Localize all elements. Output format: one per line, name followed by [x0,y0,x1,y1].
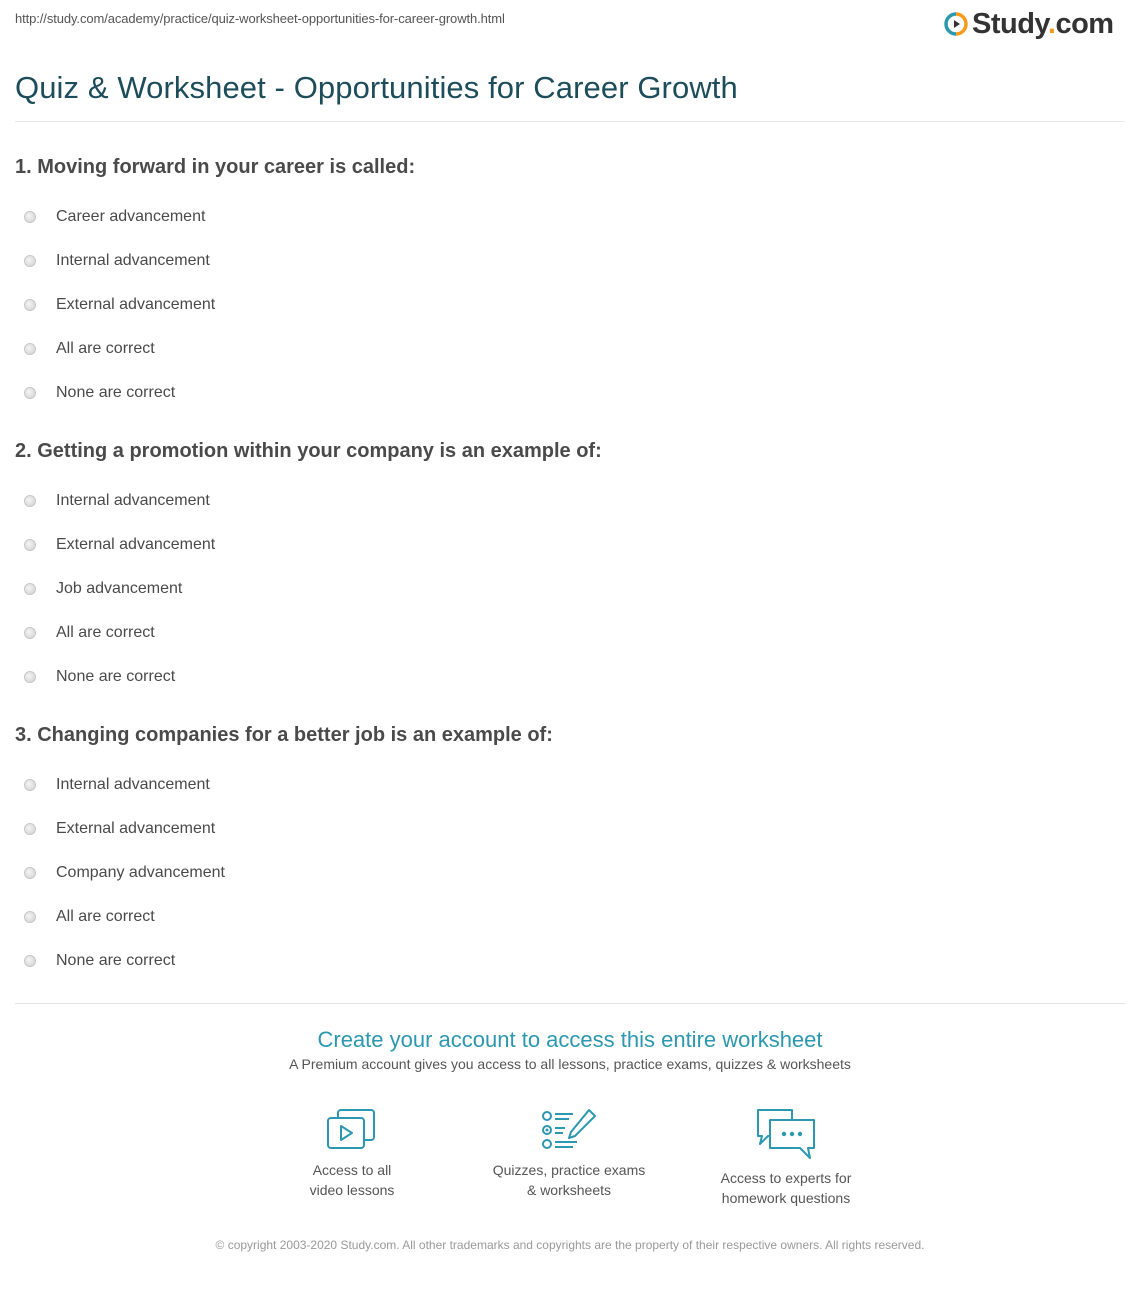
feature-video-lessons [252,1108,452,1200]
option-label: Internal advancement [56,252,210,269]
question-2 [15,436,602,699]
answer-options [15,763,553,983]
radio-icon[interactable] [24,911,36,923]
option-label: None are correct [56,952,176,969]
option-label: Job advancement [56,580,183,597]
question-1 [15,152,415,415]
answer-option[interactable] [15,763,553,807]
radio-icon[interactable] [24,583,36,595]
option-label: Internal advancement [56,776,210,793]
radio-icon[interactable] [24,779,36,791]
radio-icon[interactable] [24,955,36,967]
section-divider [15,1003,1125,1004]
cta-title-link[interactable]: Create your account to access this entire worksheet [317,1027,823,1052]
signup-cta [0,1026,1140,1072]
answer-option[interactable] [15,611,602,655]
option-label: All are correct [56,908,155,925]
feature-label: Access to all video lessons [309,1162,395,1198]
radio-icon[interactable] [24,343,36,355]
question-text: 3. Changing companies for a better job is an example of: [15,724,553,746]
option-label: External advancement [56,536,216,553]
page-title: Quiz & Worksheet - Opportunities for Career Growth [15,70,738,105]
answer-option[interactable] [15,283,415,327]
answer-option[interactable] [15,567,602,611]
radio-icon[interactable] [24,211,36,223]
radio-icon[interactable] [24,867,36,879]
option-label: Company advancement [56,864,225,881]
play-circle-logo-icon [944,12,968,36]
option-label: None are correct [56,668,176,685]
radio-icon[interactable] [24,539,36,551]
answer-option[interactable] [15,371,415,415]
study-logo[interactable] [944,9,1114,39]
option-label: Internal advancement [56,492,210,509]
answer-option[interactable] [15,807,553,851]
answer-options [15,195,415,415]
answer-option[interactable] [15,895,553,939]
answer-option[interactable] [15,523,602,567]
radio-icon[interactable] [24,387,36,399]
answer-option[interactable] [15,851,553,895]
question-text: 1. Moving forward in your career is called: [15,156,416,178]
answer-options [15,479,602,699]
answer-option[interactable] [15,939,553,983]
radio-icon[interactable] [24,255,36,267]
chat-bubbles-icon [754,1108,818,1160]
video-lessons-icon [326,1108,378,1152]
answer-option[interactable] [15,195,415,239]
cta-subtitle: A Premium account gives you access to all lessons, practice exams, quizzes & worksheets [289,1056,851,1072]
answer-option[interactable] [15,327,415,371]
radio-icon[interactable] [24,299,36,311]
option-label: Career advancement [56,208,206,225]
quiz-checklist-icon [541,1108,597,1152]
radio-icon[interactable] [24,671,36,683]
answer-option[interactable] [15,239,415,283]
logo-text: Study.com [972,8,1114,40]
title-divider [15,121,1125,122]
radio-icon[interactable] [24,495,36,507]
answer-option[interactable] [15,479,602,523]
option-label: External advancement [56,820,216,837]
question-text: 2. Getting a promotion within your company is an example of: [15,440,602,462]
question-3 [15,720,553,983]
feature-label: Access to experts for homework questions [720,1170,852,1206]
option-label: External advancement [56,296,216,313]
option-label: All are correct [56,624,155,641]
feature-label: Quizzes, practice exams & worksheets [492,1162,646,1198]
page-url: http://study.com/academy/practice/quiz-worksheet-opportunities-for-career-growth.html [15,11,505,26]
copyright-notice: © copyright 2003-2020 Study.com. All other trademarks and copyrights are the property of their respective owners. All rights reserved. [215,1238,925,1252]
radio-icon[interactable] [24,627,36,639]
feature-quizzes [469,1108,669,1200]
option-label: All are correct [56,340,155,357]
answer-option[interactable] [15,655,602,699]
feature-experts [686,1108,886,1208]
radio-icon[interactable] [24,823,36,835]
option-label: None are correct [56,384,176,401]
